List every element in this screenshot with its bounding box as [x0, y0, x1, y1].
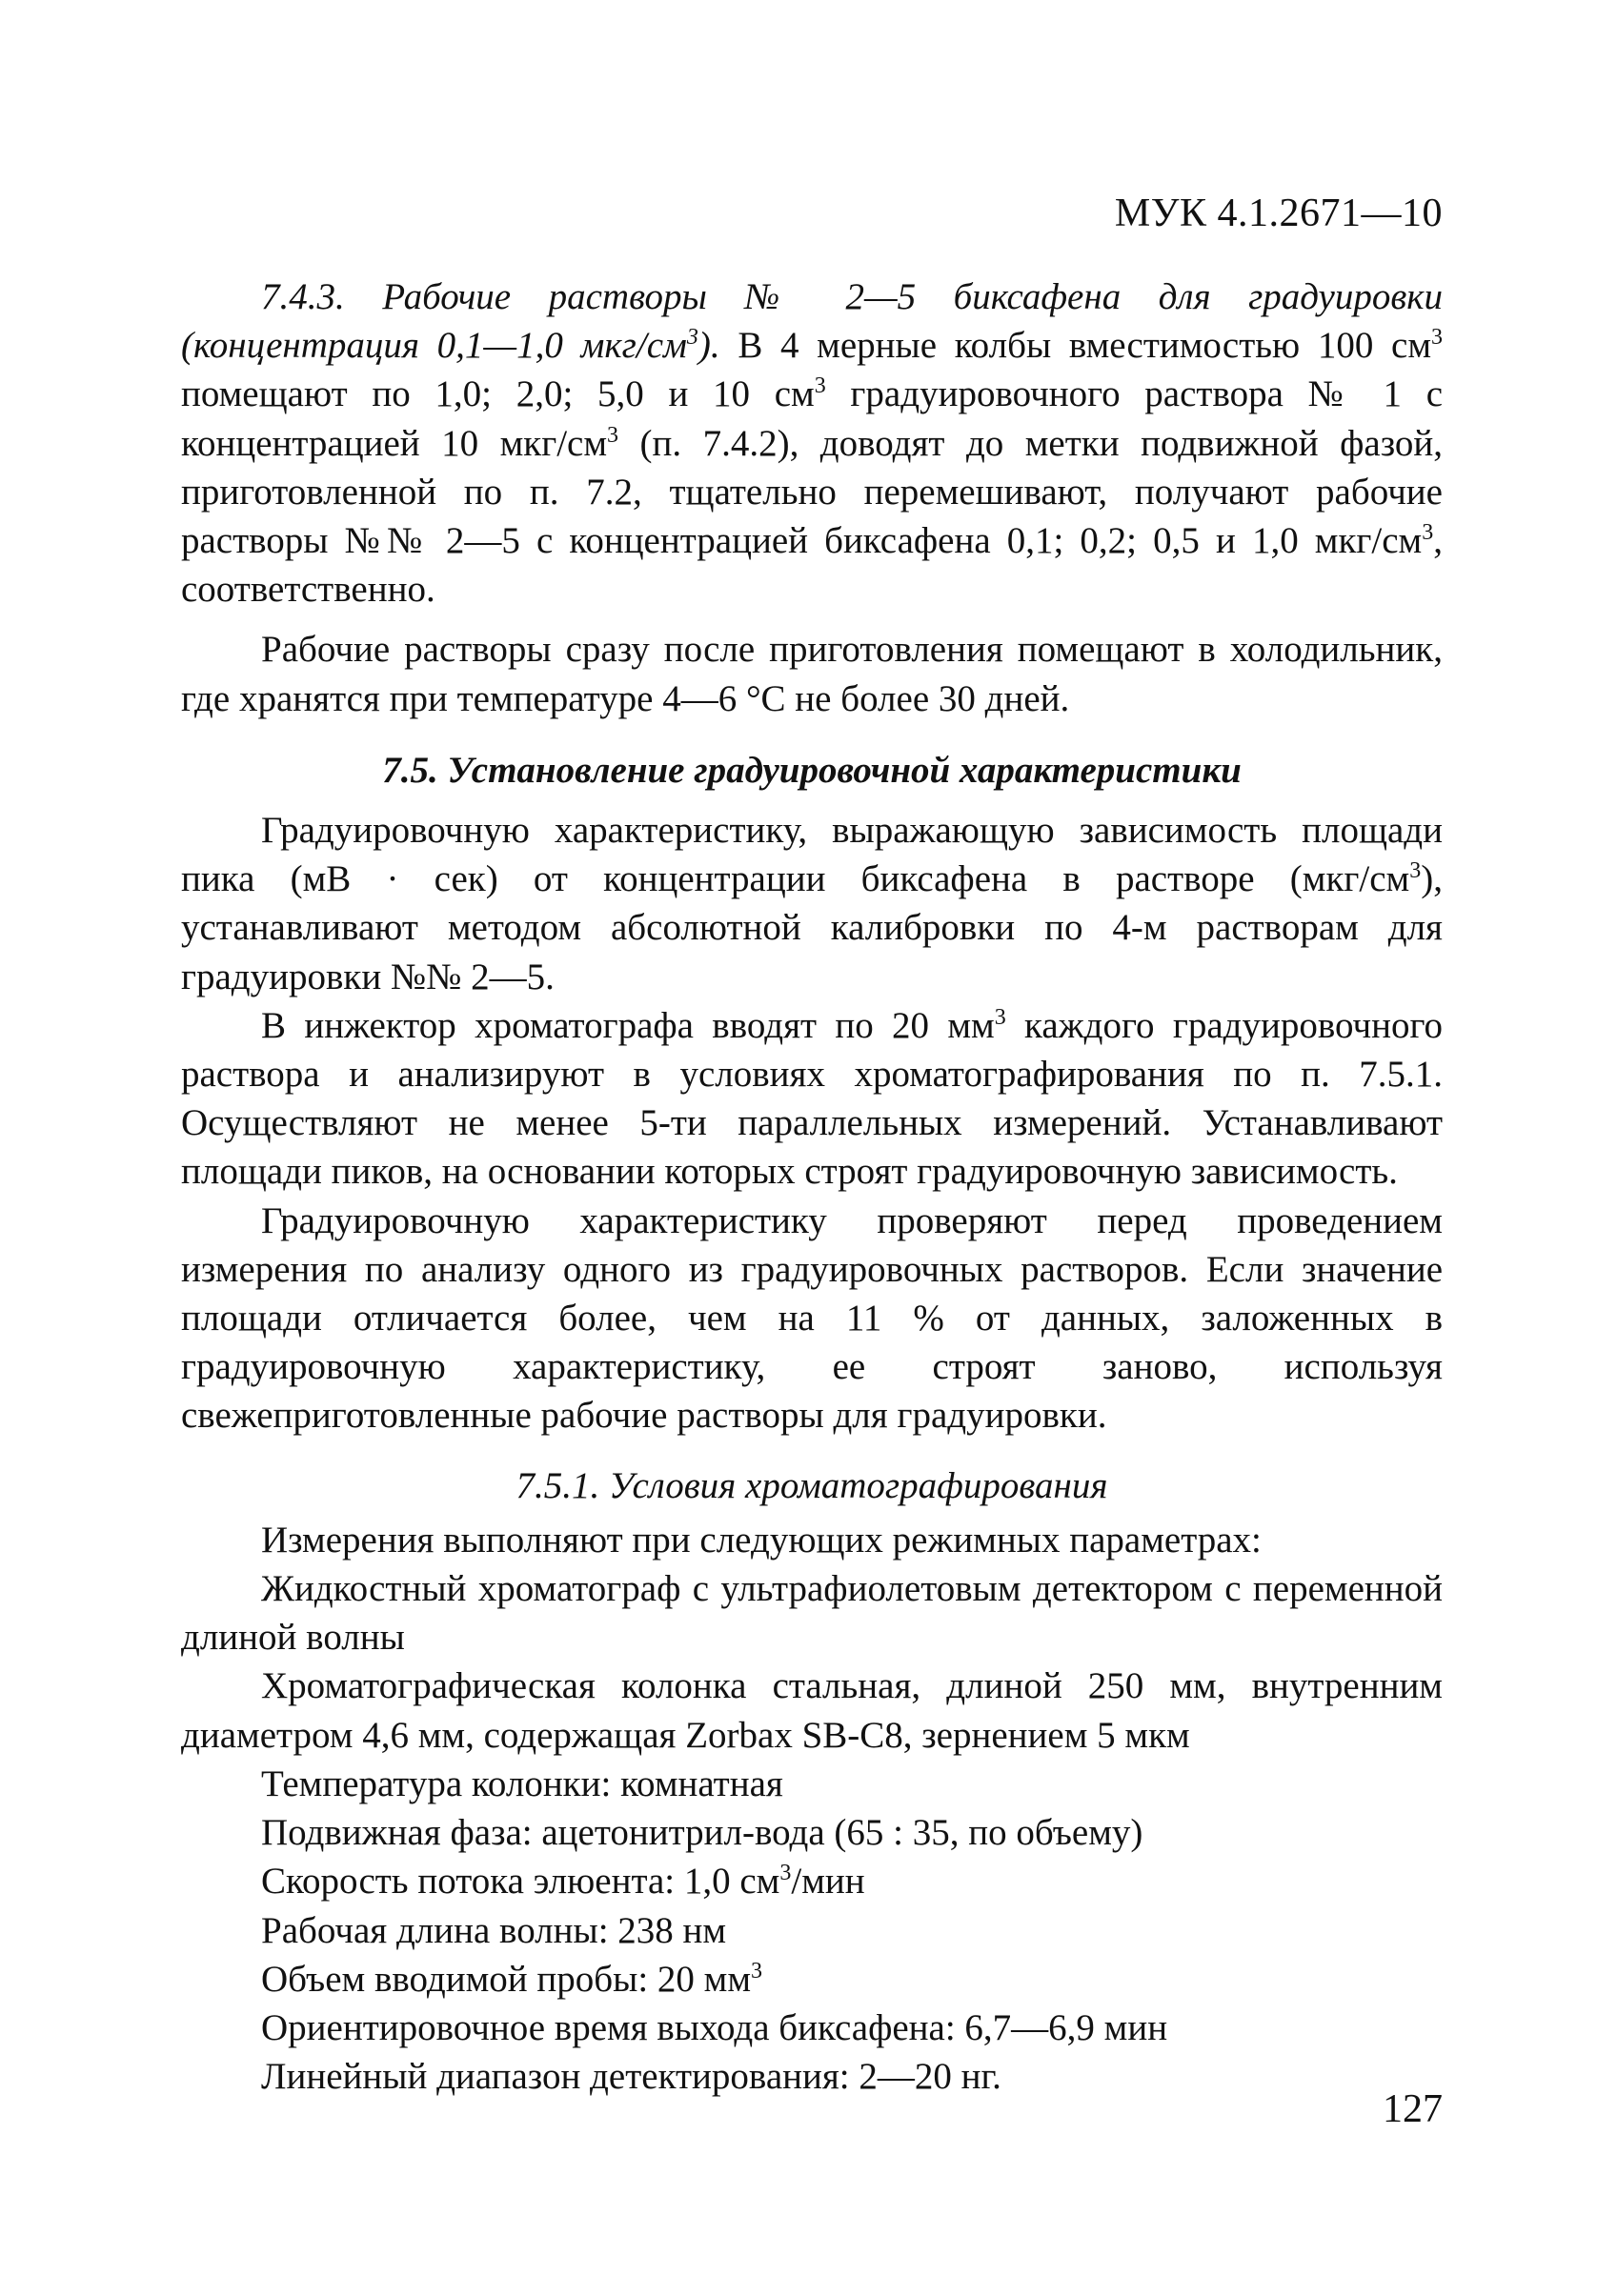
document-body	[181, 272, 1443, 2101]
condition-mobile-phase: Подвижная фаза: ацетонитрил-вода (65 : 35, по объему)	[261, 1812, 1143, 1854]
document-code: МУК 4.1.2671—10	[1114, 191, 1443, 235]
condition-temperature: Температура колонки: комнатная	[261, 1762, 783, 1804]
section-7-5-heading: 7.5. Установление градуировочной характеристики	[382, 749, 1242, 791]
page-number: 127	[1383, 2087, 1443, 2131]
condition-injection-volume: Объем вводимой пробы: 20 $мм^3$	[261, 1958, 763, 2000]
calibration-paragraph: Градуировочную характеристику, выражающую зависимость площади пика (мВ · сек) от концентрации биксафена в растворе $(мкг/см^3)$, устанавливают методом абсолютной калибровки по 4-м растворам для градуировки №№ 2—5.	[181, 810, 1443, 997]
condition-column: Хроматографическая колонка стальная, длиной 250 мм, внутренним диаметром 4,6 мм, содержащая Zorbax SB-C8, зернением 5 мкм	[181, 1665, 1443, 1756]
section-7-4-3-paragraph: 7.4.3. Рабочие растворы № 2—5 биксафена для градуировки (концентрация 0,1—1,0 мкг/$см^3$). В 4 мерные колбы вместимостью 100 $см^3$ помещают по 1,0; 2,0; 5,0 и 10 $см^3$ градуировочного раствора № 1 с концентрацией 10 мкг/$см^3$ (п. 7.4.2), доводят до метки подвижной фазой, приготовленной по п. 7.2, тщательно перемешивают, получают рабочие растворы №№ 2—5 с концентрацией биксафена 0,1; 0,2; 0,5 и 1,0 мкг/$см^3$, соответственно.	[181, 276, 1444, 611]
condition-linear-range: Линейный диапазон детектирования: 2—20 нг.	[261, 2056, 1001, 2098]
section-7-4-3-title: 7.4.3. Рабочие растворы № 2—5 биксафена для градуировки (концентрация 0,1—1,0 мкг/$см^3$).	[181, 276, 1443, 367]
conditions-intro: Измерения выполняют при следующих режимных параметрах:	[261, 1519, 1262, 1561]
verification-paragraph: Градуировочную характеристику проверяют перед проведением измерения по анализу одного из градуировочных растворов. Если значение площади отличается более, чем на 11 % от данных, заложенных в градуировочную характеристику, ее строят заново, используя свежеприготовленные рабочие растворы для градуировки.	[181, 1199, 1443, 1437]
injection-paragraph: В инжектор хроматографа вводят по 20 $мм^3$ каждого градуировочного раствора и анализируют в условиях хроматографирования по п. 7.5.1. Осуществляют не менее 5-ти параллельных измерений. Устанавливают площади пиков, на основании которых строят градуировочную зависимость.	[181, 1004, 1443, 1193]
condition-detector: Жидкостный хроматограф с ультрафиолетовым детектором с переменной длиной волны	[181, 1568, 1443, 1659]
storage-paragraph: Рабочие растворы сразу после приготовления помещают в холодильник, где хранятся при температуре 4—6 °С не более 30 дней.	[181, 629, 1443, 719]
condition-retention-time: Ориентировочное время выхода биксафена: 6,7—6,9 мин	[261, 2006, 1168, 2048]
condition-wavelength: Рабочая длина волны: 238 нм	[261, 1909, 727, 1951]
section-7-5-1-heading: 7.5.1. Условия хроматографирования	[515, 1464, 1108, 1506]
condition-flow-rate: Скорость потока элюента: 1,0 $см^3$/мин	[261, 1861, 865, 1903]
